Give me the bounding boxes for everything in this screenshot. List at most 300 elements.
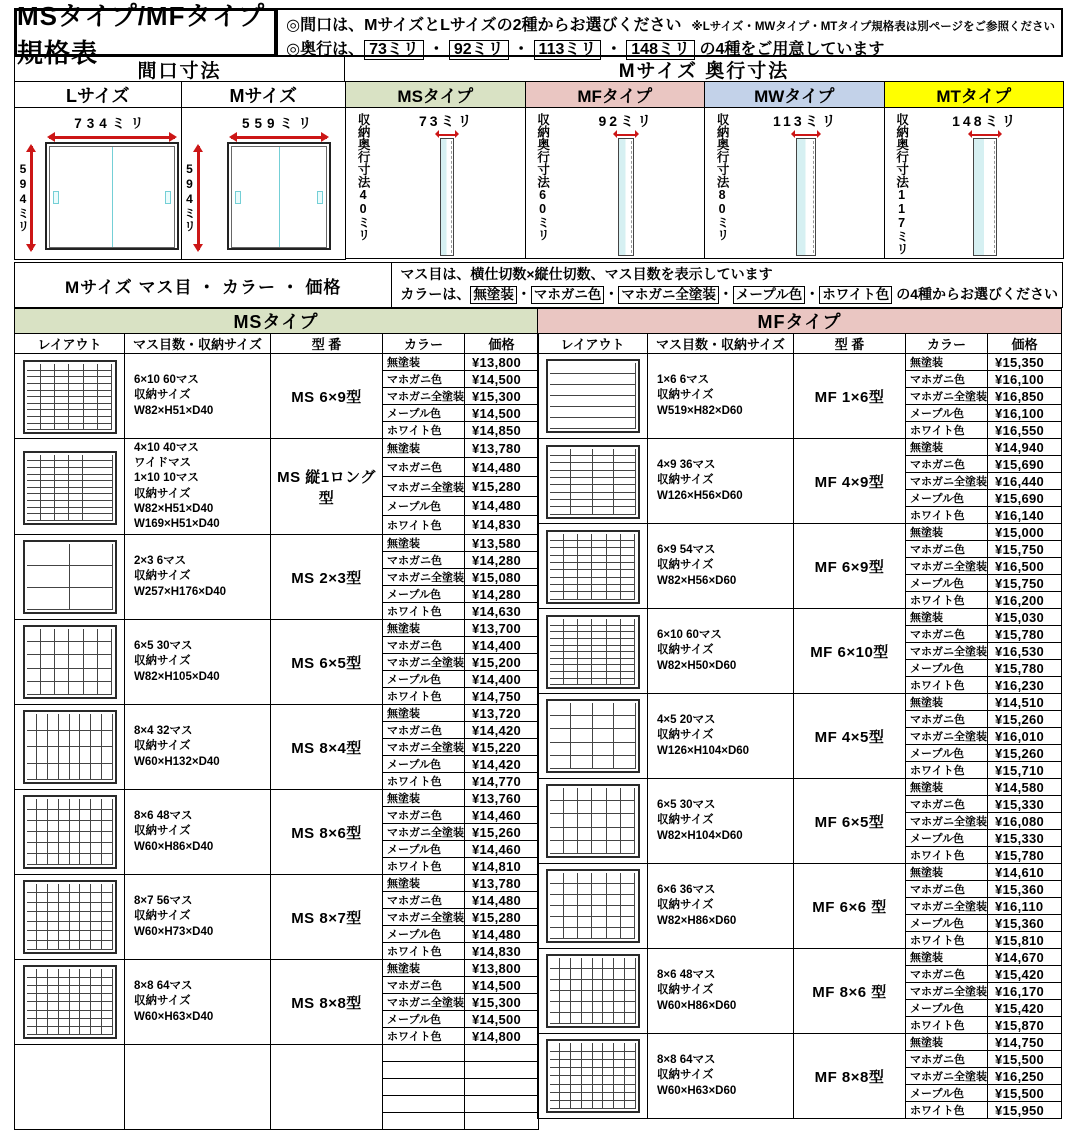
grid-cell	[578, 672, 592, 679]
grid-cell	[55, 391, 69, 398]
grid-cell	[70, 1002, 81, 1010]
grid-cell	[571, 507, 593, 514]
grid-cell	[80, 978, 91, 986]
grid-cell	[550, 672, 564, 679]
spec-line: 収納サイズ	[657, 814, 714, 827]
grid-cell	[102, 832, 113, 843]
grid-cell	[48, 731, 59, 748]
price-cell: ¥15,280	[465, 909, 539, 926]
grid-cell	[578, 814, 592, 827]
grid-cell	[98, 384, 112, 391]
grid-cell	[593, 463, 615, 470]
grid-cell	[564, 585, 578, 592]
color-cell: メープル色	[383, 926, 465, 943]
grid-cell	[582, 991, 593, 1002]
table-row	[15, 705, 539, 722]
grid-cell	[593, 1013, 604, 1024]
grid-cell	[55, 481, 69, 488]
grid-cell	[592, 788, 606, 801]
price-cell: ¥15,500	[988, 1085, 1062, 1102]
color-cell: メープル色	[383, 671, 465, 688]
grid-cell	[564, 906, 578, 917]
middle-band	[14, 262, 1063, 308]
grid-cell	[592, 570, 606, 577]
grid-count-note: マス目は、横仕切数×縦仕切数、マス目数を表示しています	[400, 266, 773, 282]
grid-cell	[80, 931, 91, 940]
grid-cell	[55, 501, 69, 508]
grid-cell	[80, 1019, 91, 1027]
price-cell: ¥14,800	[465, 1028, 539, 1045]
grid-cell	[98, 397, 112, 404]
grid-cell	[37, 1011, 48, 1019]
grid-cell	[37, 986, 48, 994]
width-dimension	[216, 112, 344, 257]
grid-cell	[80, 994, 91, 1002]
depth-type-column	[525, 81, 706, 259]
price-cell	[465, 1079, 539, 1096]
grid-cell	[48, 714, 59, 731]
grid-cell	[603, 980, 614, 991]
grid-cell	[59, 1002, 70, 1010]
grid-cell	[571, 1076, 582, 1084]
grid-cell	[560, 1002, 571, 1013]
grid-cell	[582, 1043, 593, 1051]
grid-cell	[48, 843, 59, 854]
top-notes	[277, 8, 1063, 57]
price-cell: ¥15,690	[988, 456, 1062, 473]
grid-cell	[59, 854, 70, 865]
price-cell: ¥16,080	[988, 813, 1062, 830]
grid-cell	[91, 922, 102, 931]
grid-cell	[55, 417, 69, 424]
grid-cell	[41, 455, 55, 462]
grid-cell	[27, 941, 38, 950]
grid-cell	[102, 810, 113, 821]
grid-cell	[614, 743, 636, 756]
grid-cell	[550, 991, 561, 1002]
grid-cell	[603, 1052, 614, 1060]
grid-cell	[37, 941, 48, 950]
grid-cell	[593, 478, 615, 485]
grid-cell	[102, 821, 113, 832]
grid-cell	[84, 364, 98, 371]
grid-cell	[564, 556, 578, 563]
color-cell: マホガニ色	[383, 552, 465, 569]
grid-cell	[571, 493, 593, 500]
grid-cell	[592, 548, 606, 555]
grid-cell	[607, 534, 621, 541]
price-cell: ¥16,550	[988, 422, 1062, 439]
price-cell: ¥16,250	[988, 1068, 1062, 1085]
color-cell: メープル色	[383, 756, 465, 773]
grid-cell	[582, 1060, 593, 1068]
grid-cell	[571, 1043, 582, 1051]
grid-cell	[621, 788, 635, 801]
grid-cell	[550, 928, 564, 939]
grid-cell	[592, 592, 606, 599]
grid-cell	[578, 619, 592, 626]
spec-cell	[125, 439, 271, 535]
color-options: 無塗装 ・ マホガニ色 ・ マホガニ全塗装 ・ メープル色 ・ ホワイト色	[470, 286, 896, 302]
table-row	[538, 439, 1062, 456]
grid-cell	[48, 978, 59, 986]
color-cell: マホガニ全塗装	[906, 898, 988, 915]
grid-cell	[550, 563, 564, 570]
color-cell: マホガニ全塗装	[383, 388, 465, 405]
color-cell: マホガニ全塗装	[383, 569, 465, 586]
color-cell	[383, 1113, 465, 1130]
spec-line: W257×H176×D40	[134, 585, 227, 598]
grid-cell	[550, 801, 564, 814]
spec-line: 1×6 6マス	[657, 374, 710, 387]
grid-cell	[607, 841, 621, 854]
grid-cell	[550, 652, 564, 659]
price-cell: ¥15,220	[465, 739, 539, 756]
grid-cell	[603, 1093, 614, 1101]
grid-cell	[593, 991, 604, 1002]
grid-cell	[621, 652, 635, 659]
grid-cell	[607, 639, 621, 646]
spec-cell	[125, 790, 271, 875]
grid-cell	[27, 410, 41, 417]
price-cell: ¥15,500	[988, 1051, 1062, 1068]
grid-cell	[592, 906, 606, 917]
spec-cell	[125, 620, 271, 705]
grid-cell	[91, 941, 102, 950]
depth-type-column	[345, 81, 526, 259]
price-cell: ¥15,200	[465, 654, 539, 671]
grid-cell	[69, 655, 83, 668]
size-l-label: Lサイズ	[15, 82, 181, 108]
grid-cell	[55, 404, 69, 411]
grid-cell	[592, 541, 606, 548]
color-cell: ホワイト色	[906, 422, 988, 439]
price-cell: ¥13,800	[465, 354, 539, 371]
color-cell: メープル色	[383, 586, 465, 603]
layout-grid-diagram	[546, 784, 640, 858]
spec-cell	[125, 354, 271, 439]
grid-cell	[48, 799, 59, 810]
grid-cell	[70, 854, 81, 865]
grid-cell	[27, 508, 41, 515]
layout-cell	[15, 705, 125, 790]
spec-cell	[125, 1045, 271, 1130]
color-cell: マホガニ色	[906, 796, 988, 813]
price-cell: ¥14,830	[465, 943, 539, 960]
model-cell: MS 6×5型	[271, 620, 383, 705]
spec-line: 1×10 10マス	[134, 472, 199, 485]
grid-cell	[607, 646, 621, 653]
grid-cell	[592, 534, 606, 541]
grid-cell	[55, 461, 69, 468]
table-row	[538, 864, 1062, 881]
storage-depth-label: 収納奥行寸法80ミリ	[715, 113, 730, 241]
grid-cell	[83, 481, 113, 488]
color-cell: メープル色	[906, 490, 988, 507]
grid-cell	[41, 404, 55, 411]
grid-cell	[102, 1011, 113, 1019]
grid-cell	[578, 841, 592, 854]
grid-cell	[55, 629, 69, 642]
grid-cell	[593, 493, 615, 500]
grid-cell	[614, 980, 625, 991]
price-cell: ¥14,830	[465, 515, 539, 534]
grid-cell	[91, 810, 102, 821]
grid-cell	[80, 1027, 91, 1035]
grid-cell	[37, 912, 48, 921]
grid-cell	[564, 563, 578, 570]
grid-cell	[592, 632, 606, 639]
grid-cell	[571, 980, 582, 991]
price-cell: ¥15,420	[988, 966, 1062, 983]
color-cell: 無塗装	[383, 535, 465, 552]
depth-value-label: 113ミリ	[773, 113, 839, 129]
grid-cell	[83, 475, 113, 482]
page-title: MSタイプ/MFタイプ 規格表	[14, 8, 277, 57]
grid-cell	[102, 903, 113, 912]
price-cell: ¥14,580	[988, 779, 1062, 796]
grid-cell	[70, 731, 81, 748]
height-label: 594ミリ	[16, 162, 30, 233]
grid-cell	[27, 501, 41, 508]
price-cell: ¥14,940	[988, 439, 1062, 456]
size-m-diagram	[182, 108, 346, 259]
grid-cell	[55, 468, 69, 475]
cabinet-doors	[49, 146, 175, 248]
layout-cell	[538, 439, 648, 524]
table-row	[538, 1034, 1062, 1051]
price-cell: ¥14,500	[465, 371, 539, 388]
grid-cell	[80, 764, 91, 781]
depth-type-columns	[345, 81, 1063, 259]
grid-cell	[571, 703, 593, 716]
grid-cell	[70, 994, 81, 1002]
grid-cell	[80, 912, 91, 921]
grid-cell	[603, 1060, 614, 1068]
spec-cell	[125, 960, 271, 1045]
color-cell: ホワイト色	[906, 932, 988, 949]
grid-cell	[70, 544, 113, 566]
cabinet-side-diagram	[440, 138, 454, 256]
spec-line: 6×5 30マス	[657, 799, 716, 812]
grid-cell	[593, 1052, 604, 1060]
grid-cell	[550, 1101, 561, 1109]
grid-cell	[91, 931, 102, 940]
door-handle-icon	[317, 191, 323, 204]
color-cell: メープル色	[906, 575, 988, 592]
grid-cell	[614, 1043, 625, 1051]
grid-cell	[98, 642, 112, 655]
column-header: レイアウト	[15, 334, 125, 354]
model-cell: MF 6×6 型	[794, 864, 906, 949]
grid-cell	[98, 404, 112, 411]
grid-cell	[621, 563, 635, 570]
grid-cell	[48, 994, 59, 1002]
note-depth-prefix: ◎奥行は、	[286, 41, 365, 58]
grid-cell	[91, 764, 102, 781]
grid-cell	[83, 501, 113, 508]
depth-type-column	[884, 81, 1065, 259]
grid-cell	[55, 384, 69, 391]
color-cell: 無塗装	[906, 694, 988, 711]
grid-cell	[560, 969, 571, 980]
grid-cell	[614, 958, 625, 969]
grid-cell	[27, 821, 38, 832]
color-note-prefix: カラーは、	[400, 286, 471, 303]
grid-cell	[27, 1002, 38, 1010]
grid-cell	[59, 843, 70, 854]
price-cell: ¥16,850	[988, 388, 1062, 405]
spec-line: 6×5 30マス	[134, 640, 193, 653]
grid-cell	[37, 832, 48, 843]
grid-cell	[550, 407, 636, 418]
grid-cell	[70, 912, 81, 921]
layout-grid-diagram	[546, 954, 640, 1028]
grid-cell	[84, 682, 98, 695]
grid-cell	[83, 494, 113, 501]
grid-cell	[70, 884, 81, 893]
grid-cell	[27, 384, 41, 391]
grid-cell	[37, 994, 48, 1002]
grid-cell	[80, 1002, 91, 1010]
grid-cell	[564, 652, 578, 659]
grid-cell	[55, 514, 69, 521]
grid-cell	[593, 507, 615, 514]
grid-cell	[27, 588, 70, 610]
grid-cell	[593, 1101, 604, 1109]
depth-diagram	[346, 108, 525, 258]
grid-cell	[564, 639, 578, 646]
grid-cell	[550, 626, 564, 633]
color-cell: マホガニ全塗装	[906, 728, 988, 745]
model-cell	[271, 1045, 383, 1130]
grid-cell	[560, 1013, 571, 1024]
grid-cell	[48, 1027, 59, 1035]
price-cell: ¥14,280	[465, 552, 539, 569]
grid-cell	[550, 646, 564, 653]
layout-grid-diagram	[23, 540, 117, 614]
grid-cell	[91, 854, 102, 865]
price-cell: ¥14,480	[465, 496, 539, 515]
grid-cell	[614, 716, 636, 729]
grid-cell	[69, 417, 83, 424]
model-cell: MS 8×6型	[271, 790, 383, 875]
grid-cell	[603, 1076, 614, 1084]
grid-cell	[69, 384, 83, 391]
grid-cell	[550, 548, 564, 555]
grid-cell	[560, 1060, 571, 1068]
grid-cell	[614, 463, 636, 470]
color-cell: メープル色	[906, 745, 988, 762]
grid-cell	[69, 475, 83, 482]
layout-cell	[15, 439, 125, 535]
grid-cell	[91, 747, 102, 764]
grid-cell	[607, 570, 621, 577]
grid-cell	[69, 404, 83, 411]
grid-cell	[27, 903, 38, 912]
grid-cell	[55, 424, 69, 431]
depth-value-label: 92ミリ	[598, 113, 655, 129]
grid-cell	[578, 570, 592, 577]
grid-cell	[91, 1027, 102, 1035]
grid-cell	[41, 655, 55, 668]
grid-cell	[550, 1076, 561, 1084]
grid-cell	[55, 494, 69, 501]
color-cell: マホガニ色	[906, 626, 988, 643]
layout-cell	[15, 960, 125, 1045]
color-cell: マホガニ色	[906, 541, 988, 558]
grid-cell	[27, 655, 41, 668]
grid-cell	[564, 632, 578, 639]
grid-cell	[102, 799, 113, 810]
price-cell: ¥15,420	[988, 1000, 1062, 1017]
grid-cell	[621, 578, 635, 585]
grid-cell	[27, 364, 41, 371]
color-cell: マホガニ全塗装	[906, 473, 988, 490]
size-l-diagram	[15, 108, 181, 259]
column-header: レイアウト	[538, 334, 648, 354]
color-cell: 無塗装	[383, 875, 465, 892]
grid-cell	[593, 500, 615, 507]
grid-cell	[41, 514, 55, 521]
grid-cell	[593, 703, 615, 716]
width-section	[14, 57, 345, 262]
color-cell: メープル色	[906, 405, 988, 422]
spec-line: 8×6 48マス	[134, 810, 193, 823]
depth-section	[345, 57, 1063, 262]
grid-cell	[37, 1027, 48, 1035]
grid-cell	[69, 461, 83, 468]
grid-cell	[592, 828, 606, 841]
grid-cell	[59, 941, 70, 950]
grid-cell	[27, 922, 38, 931]
type-header: MSタイプ	[346, 82, 525, 108]
grid-cell	[27, 629, 41, 642]
color-cell: マホガニ色	[906, 1051, 988, 1068]
color-cell: マホガニ全塗装	[906, 1068, 988, 1085]
grid-cell	[80, 810, 91, 821]
grid-cell	[550, 639, 564, 646]
grid-cell	[593, 716, 615, 729]
grid-cell	[69, 455, 83, 462]
color-cell: 無塗装	[383, 620, 465, 637]
layout-cell	[538, 694, 648, 779]
grid-cell	[550, 828, 564, 841]
grid-cell	[571, 729, 593, 742]
grid-cell	[578, 646, 592, 653]
grid-cell	[80, 941, 91, 950]
grid-cell	[550, 1013, 561, 1024]
table-row	[15, 875, 539, 892]
grid-cell	[593, 1076, 604, 1084]
grid-cell	[607, 626, 621, 633]
grid-cell	[37, 799, 48, 810]
grid-cell	[27, 832, 38, 843]
grid-cell	[614, 1076, 625, 1084]
grid-cell	[84, 629, 98, 642]
color-cell: 無塗装	[906, 609, 988, 626]
grid-cell	[621, 814, 635, 827]
grid-cell	[550, 788, 564, 801]
grid-cell	[578, 541, 592, 548]
spec-line: 収納サイズ	[657, 899, 714, 912]
grid-cell	[578, 585, 592, 592]
grid-cell	[560, 991, 571, 1002]
grid-cell	[607, 895, 621, 906]
price-cell: ¥15,330	[988, 830, 1062, 847]
spec-line: 8×8 64マス	[657, 1054, 716, 1067]
grid-cell	[625, 1013, 636, 1024]
